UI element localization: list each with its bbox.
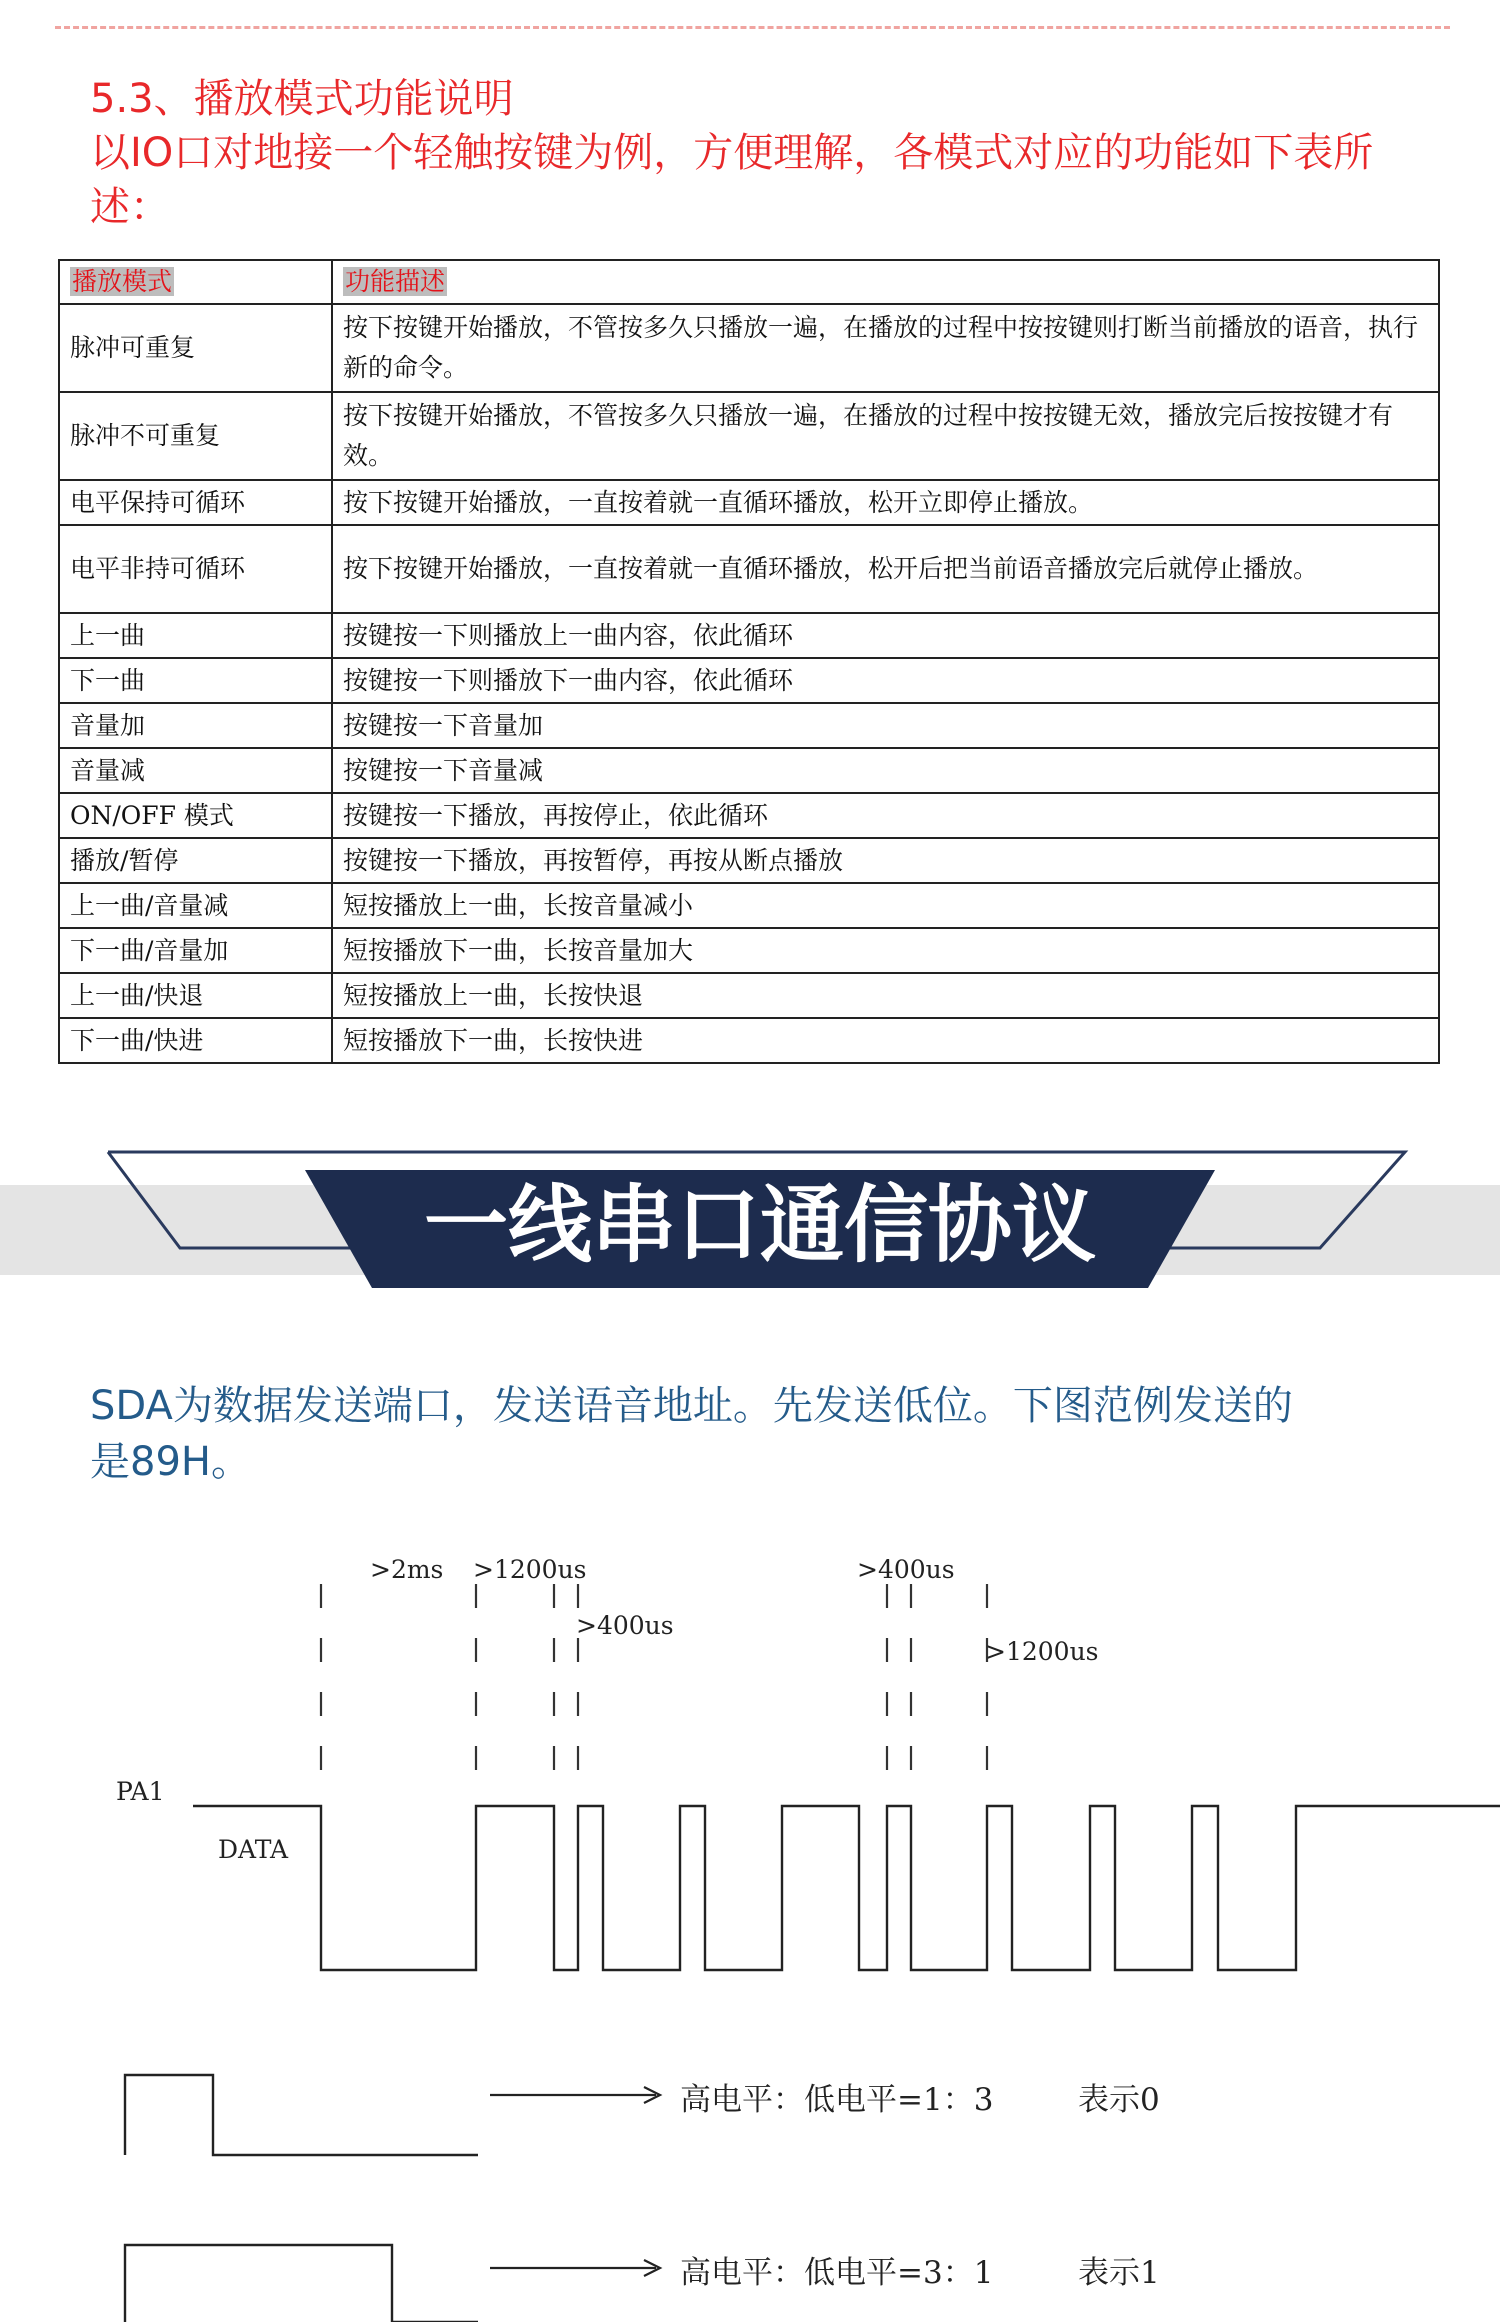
signal-label: DATA: [218, 1835, 289, 1864]
desc-cell: 按下按键开始播放，一直按着就一直循环播放，松开后把当前语音播放完后就停止播放。: [332, 525, 1439, 613]
desc-cell: 按键按一下音量加: [332, 703, 1439, 748]
table-row: [59, 658, 1439, 703]
table-row: [59, 480, 1439, 525]
timing-diagram: [0, 1530, 1500, 2322]
mode-cell: 脉冲不可重复: [59, 392, 332, 480]
banner-title: 一线串口通信协议: [423, 1176, 1097, 1274]
desc-cell: 按键按一下播放，再按暂停，再按从断点播放: [332, 838, 1439, 883]
label-low-short: >400us: [576, 1611, 674, 1640]
section-heading: [90, 72, 1430, 234]
legend-one-meaning: 表示1: [1078, 2255, 1160, 2291]
mode-cell: 下一曲: [59, 658, 332, 703]
protocol-description: [90, 1378, 1440, 1490]
table-row: [59, 973, 1439, 1018]
protocol-line-2: 是89H。: [90, 1439, 251, 1485]
mode-cell: 电平非持可循环: [59, 525, 332, 613]
mode-cell: 音量减: [59, 748, 332, 793]
table-header-row: [59, 260, 1439, 304]
desc-cell: 按键按一下播放，再按停止，依此循环: [332, 793, 1439, 838]
legend-zero-wave: [125, 2075, 478, 2155]
table-row: [59, 613, 1439, 658]
mode-cell: 上一曲: [59, 613, 332, 658]
mode-cell: 下一曲/音量加: [59, 928, 332, 973]
table-row: [59, 525, 1439, 613]
table-row: [59, 748, 1439, 793]
legend-zero-ratio: 高电平：低电平=1：3: [680, 2082, 994, 2118]
mode-cell: 上一曲/音量减: [59, 883, 332, 928]
mode-cell: 下一曲/快进: [59, 1018, 332, 1063]
label-low-long: >1200us: [985, 1637, 1099, 1666]
table-row: [59, 928, 1439, 973]
table-row: [59, 838, 1439, 883]
section-banner: [0, 1140, 1500, 1300]
desc-cell: 短按播放下一曲，长按快进: [332, 1018, 1439, 1063]
section-intro: 以IO口对地接一个轻触按键为例，方便理解，各模式对应的功能如下表所述：: [90, 130, 1374, 230]
pin-label: PA1: [116, 1777, 165, 1806]
legend-zero-meaning: 表示0: [1078, 2082, 1160, 2118]
desc-cell: 按下按键开始播放，一直按着就一直循环播放，松开立即停止播放。: [332, 480, 1439, 525]
table-row: [59, 883, 1439, 928]
label-start: >2ms: [370, 1555, 444, 1584]
desc-cell: 按下按键开始播放，不管按多久只播放一遍，在播放的过程中按按键则打断当前播放的语音，执行新的命令。: [332, 304, 1439, 392]
desc-cell: 短按播放上一曲，长按音量减小: [332, 883, 1439, 928]
table-row: [59, 793, 1439, 838]
legend-one-wave: [125, 2245, 478, 2322]
desc-cell: 短按播放上一曲，长按快退: [332, 973, 1439, 1018]
mode-cell: 音量加: [59, 703, 332, 748]
table-row: [59, 703, 1439, 748]
desc-cell: 短按播放下一曲，长按音量加大: [332, 928, 1439, 973]
section-title: 5.3、播放模式功能说明: [90, 76, 514, 122]
desc-cell: 按键按一下音量减: [332, 748, 1439, 793]
protocol-line-1: SDA为数据发送端口，发送语音地址。先发送低位。下图范例发送的: [90, 1383, 1293, 1429]
table-row: [59, 1018, 1439, 1063]
table-body: [59, 304, 1439, 1063]
mode-cell: ON/OFF 模式: [59, 793, 332, 838]
header-desc: 功能描述: [332, 260, 1439, 304]
legend-one-ratio: 高电平：低电平=3：1: [680, 2255, 994, 2291]
top-dashed-divider: [55, 26, 1450, 29]
table-row: [59, 392, 1439, 480]
mode-cell: 播放/暂停: [59, 838, 332, 883]
desc-cell: 按键按一下则播放下一曲内容，依此循环: [332, 658, 1439, 703]
label-high-short: >400us: [857, 1555, 955, 1584]
data-waveform: [193, 1806, 1500, 1970]
mode-cell: 上一曲/快退: [59, 973, 332, 1018]
header-mode: 播放模式: [59, 260, 332, 304]
table-row: [59, 304, 1439, 392]
desc-cell: 按键按一下则播放上一曲内容，依此循环: [332, 613, 1439, 658]
mode-cell: 电平保持可循环: [59, 480, 332, 525]
desc-cell: 按下按键开始播放，不管按多久只播放一遍，在播放的过程中按按键无效，播放完后按按键才有效。: [332, 392, 1439, 480]
mode-cell: 脉冲可重复: [59, 304, 332, 392]
play-mode-table: [58, 259, 1440, 1064]
label-high-long: >1200us: [473, 1555, 587, 1584]
